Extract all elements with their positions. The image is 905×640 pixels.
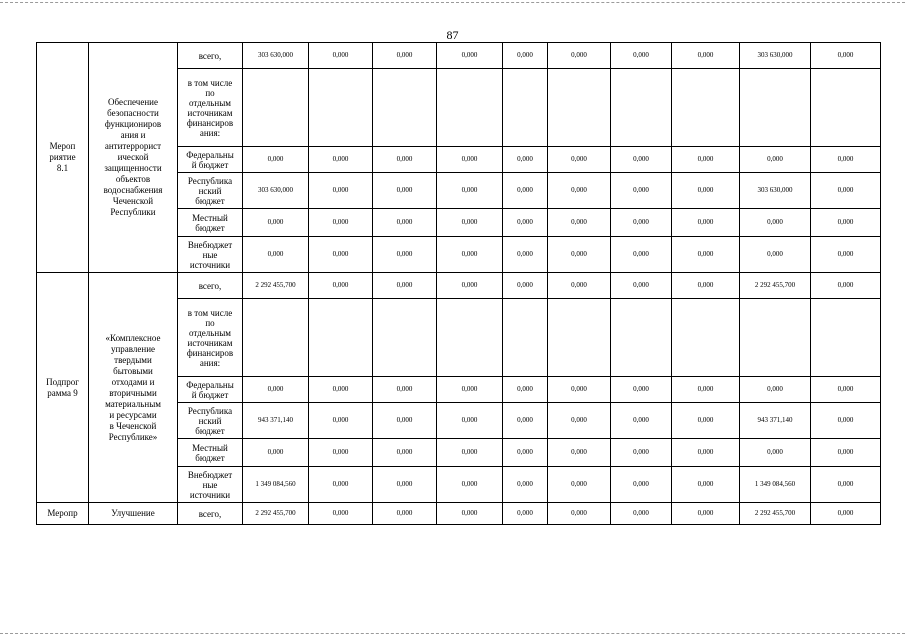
amount-cell: 0,000 [243, 439, 309, 467]
financing-table [36, 42, 881, 525]
amount-cell: 0,000 [309, 43, 373, 69]
amount-cell: 0,000 [611, 503, 672, 525]
amount-cell [811, 299, 881, 377]
amount-cell: 0,000 [548, 467, 611, 503]
amount-cell: 0,000 [437, 273, 503, 299]
amount-cell: 0,000 [309, 147, 373, 173]
amount-cell: 0,000 [740, 377, 811, 403]
amount-cell: 0,000 [611, 209, 672, 237]
program-name-cell: Меропр [37, 503, 89, 525]
amount-cell [811, 69, 881, 147]
amount-cell: 0,000 [437, 43, 503, 69]
amount-cell: 0,000 [672, 403, 740, 439]
amount-cell: 0,000 [672, 503, 740, 525]
amount-cell: 0,000 [373, 209, 437, 237]
amount-cell: 0,000 [243, 147, 309, 173]
amount-cell: 0,000 [611, 43, 672, 69]
amount-cell: 0,000 [811, 209, 881, 237]
amount-cell: 0,000 [548, 377, 611, 403]
amount-cell: 0,000 [309, 467, 373, 503]
amount-cell [437, 69, 503, 147]
amount-cell: 0,000 [503, 209, 548, 237]
amount-cell: 0,000 [373, 439, 437, 467]
funding-source-cell: Федеральны й бюджет [178, 147, 243, 173]
amount-cell: 0,000 [243, 237, 309, 273]
amount-cell: 0,000 [437, 377, 503, 403]
amount-cell: 0,000 [503, 273, 548, 299]
table-row [37, 503, 881, 525]
bottom-scan-edge [0, 633, 905, 634]
amount-cell [672, 69, 740, 147]
amount-cell: 0,000 [811, 237, 881, 273]
amount-cell: 0,000 [309, 439, 373, 467]
amount-cell: 0,000 [811, 503, 881, 525]
amount-cell: 0,000 [811, 403, 881, 439]
amount-cell: 2 292 455,700 [740, 503, 811, 525]
amount-cell: 0,000 [309, 377, 373, 403]
amount-cell: 0,000 [548, 43, 611, 69]
amount-cell: 0,000 [672, 147, 740, 173]
amount-cell: 0,000 [811, 377, 881, 403]
amount-cell [611, 69, 672, 147]
amount-cell [243, 299, 309, 377]
amount-cell: 303 630,000 [243, 173, 309, 209]
amount-cell: 0,000 [811, 43, 881, 69]
amount-cell [740, 69, 811, 147]
program-description-cell: Улучшение [89, 503, 178, 525]
program-description-cell: «Комплексное управление твердыми бытовыми отходами и вторичными материальным и ресурсами в Чеченской Республике» [89, 273, 178, 503]
amount-cell: 0,000 [611, 403, 672, 439]
amount-cell: 943 371,140 [243, 403, 309, 439]
amount-cell: 0,000 [309, 209, 373, 237]
amount-cell: 0,000 [373, 273, 437, 299]
amount-cell: 0,000 [811, 173, 881, 209]
amount-cell: 0,000 [672, 173, 740, 209]
amount-cell [243, 69, 309, 147]
amount-cell: 0,000 [373, 237, 437, 273]
amount-cell [373, 69, 437, 147]
funding-source-cell: в том числе по отдельным источникам финансиров ания: [178, 69, 243, 147]
amount-cell: 0,000 [740, 237, 811, 273]
amount-cell [309, 299, 373, 377]
amount-cell: 2 292 455,700 [243, 273, 309, 299]
top-scan-edge [0, 2, 905, 3]
amount-cell: 0,000 [740, 209, 811, 237]
amount-cell: 0,000 [672, 467, 740, 503]
amount-cell: 0,000 [548, 237, 611, 273]
amount-cell: 0,000 [373, 43, 437, 69]
funding-source-cell: Внебюджет ные источники [178, 237, 243, 273]
amount-cell: 0,000 [503, 467, 548, 503]
amount-cell [611, 299, 672, 377]
amount-cell: 0,000 [373, 173, 437, 209]
amount-cell: 0,000 [811, 147, 881, 173]
amount-cell [309, 69, 373, 147]
amount-cell: 0,000 [672, 439, 740, 467]
amount-cell [503, 299, 548, 377]
funding-source-cell: Местный бюджет [178, 209, 243, 237]
amount-cell [672, 299, 740, 377]
amount-cell: 0,000 [611, 237, 672, 273]
amount-cell: 0,000 [548, 209, 611, 237]
amount-cell: 0,000 [437, 147, 503, 173]
amount-cell: 0,000 [503, 377, 548, 403]
amount-cell: 0,000 [740, 147, 811, 173]
amount-cell: 0,000 [373, 377, 437, 403]
amount-cell: 0,000 [373, 403, 437, 439]
amount-cell: 0,000 [503, 403, 548, 439]
amount-cell [503, 69, 548, 147]
amount-cell: 0,000 [503, 173, 548, 209]
amount-cell: 0,000 [811, 467, 881, 503]
amount-cell: 303 630,000 [740, 43, 811, 69]
amount-cell: 0,000 [548, 439, 611, 467]
amount-cell: 0,000 [309, 237, 373, 273]
amount-cell: 0,000 [243, 209, 309, 237]
funding-source-cell: всего, [178, 503, 243, 525]
amount-cell: 0,000 [548, 173, 611, 209]
funding-source-cell: Республика нский бюджет [178, 173, 243, 209]
funding-source-cell: Республика нский бюджет [178, 403, 243, 439]
amount-cell: 0,000 [503, 237, 548, 273]
program-name-cell: Мероп риятие 8.1 [37, 43, 89, 273]
amount-cell [548, 69, 611, 147]
amount-cell: 0,000 [811, 273, 881, 299]
amount-cell: 0,000 [672, 43, 740, 69]
amount-cell: 0,000 [503, 503, 548, 525]
amount-cell: 0,000 [437, 209, 503, 237]
amount-cell: 0,000 [548, 147, 611, 173]
program-description-cell: Обеспечение безопасности функциониров ания и антитеррорист ической защищенности объектов водоснабжения Чеченской Республики [89, 43, 178, 273]
amount-cell: 0,000 [503, 43, 548, 69]
amount-cell: 303 630,000 [243, 43, 309, 69]
amount-cell: 0,000 [611, 173, 672, 209]
amount-cell [740, 299, 811, 377]
amount-cell: 0,000 [548, 273, 611, 299]
amount-cell: 303 630,000 [740, 173, 811, 209]
amount-cell [373, 299, 437, 377]
page-number: 87 [446, 28, 459, 42]
amount-cell: 1 349 084,560 [740, 467, 811, 503]
amount-cell: 2 292 455,700 [740, 273, 811, 299]
funding-source-cell: всего, [178, 273, 243, 299]
amount-cell: 0,000 [373, 147, 437, 173]
amount-cell: 0,000 [437, 439, 503, 467]
amount-cell: 0,000 [309, 173, 373, 209]
amount-cell: 0,000 [672, 209, 740, 237]
amount-cell: 0,000 [309, 273, 373, 299]
amount-cell: 0,000 [548, 403, 611, 439]
amount-cell: 0,000 [373, 467, 437, 503]
funding-source-cell: Федеральны й бюджет [178, 377, 243, 403]
amount-cell: 0,000 [437, 403, 503, 439]
amount-cell: 943 371,140 [740, 403, 811, 439]
amount-cell: 0,000 [373, 503, 437, 525]
amount-cell: 0,000 [672, 377, 740, 403]
amount-cell [437, 299, 503, 377]
funding-source-cell: всего, [178, 43, 243, 69]
amount-cell: 1 349 084,560 [243, 467, 309, 503]
amount-cell: 0,000 [437, 467, 503, 503]
amount-cell: 0,000 [309, 403, 373, 439]
amount-cell: 0,000 [811, 439, 881, 467]
amount-cell: 0,000 [437, 237, 503, 273]
funding-source-cell: Местный бюджет [178, 439, 243, 467]
amount-cell: 0,000 [611, 273, 672, 299]
amount-cell: 0,000 [740, 439, 811, 467]
program-name-cell: Подпрог рамма 9 [37, 273, 89, 503]
table-row [37, 273, 881, 299]
amount-cell: 0,000 [309, 503, 373, 525]
amount-cell: 0,000 [243, 377, 309, 403]
amount-cell: 0,000 [611, 377, 672, 403]
amount-cell: 0,000 [437, 173, 503, 209]
amount-cell: 0,000 [503, 147, 548, 173]
table-body [37, 43, 881, 525]
amount-cell [548, 299, 611, 377]
funding-source-cell: Внебюджет ные источники [178, 467, 243, 503]
amount-cell: 2 292 455,700 [243, 503, 309, 525]
amount-cell: 0,000 [611, 147, 672, 173]
amount-cell: 0,000 [437, 503, 503, 525]
amount-cell: 0,000 [611, 467, 672, 503]
amount-cell: 0,000 [503, 439, 548, 467]
amount-cell: 0,000 [548, 503, 611, 525]
funding-source-cell: в том числе по отдельным источникам финансиров ания: [178, 299, 243, 377]
amount-cell: 0,000 [672, 237, 740, 273]
table-row [37, 43, 881, 69]
amount-cell: 0,000 [672, 273, 740, 299]
amount-cell: 0,000 [611, 439, 672, 467]
